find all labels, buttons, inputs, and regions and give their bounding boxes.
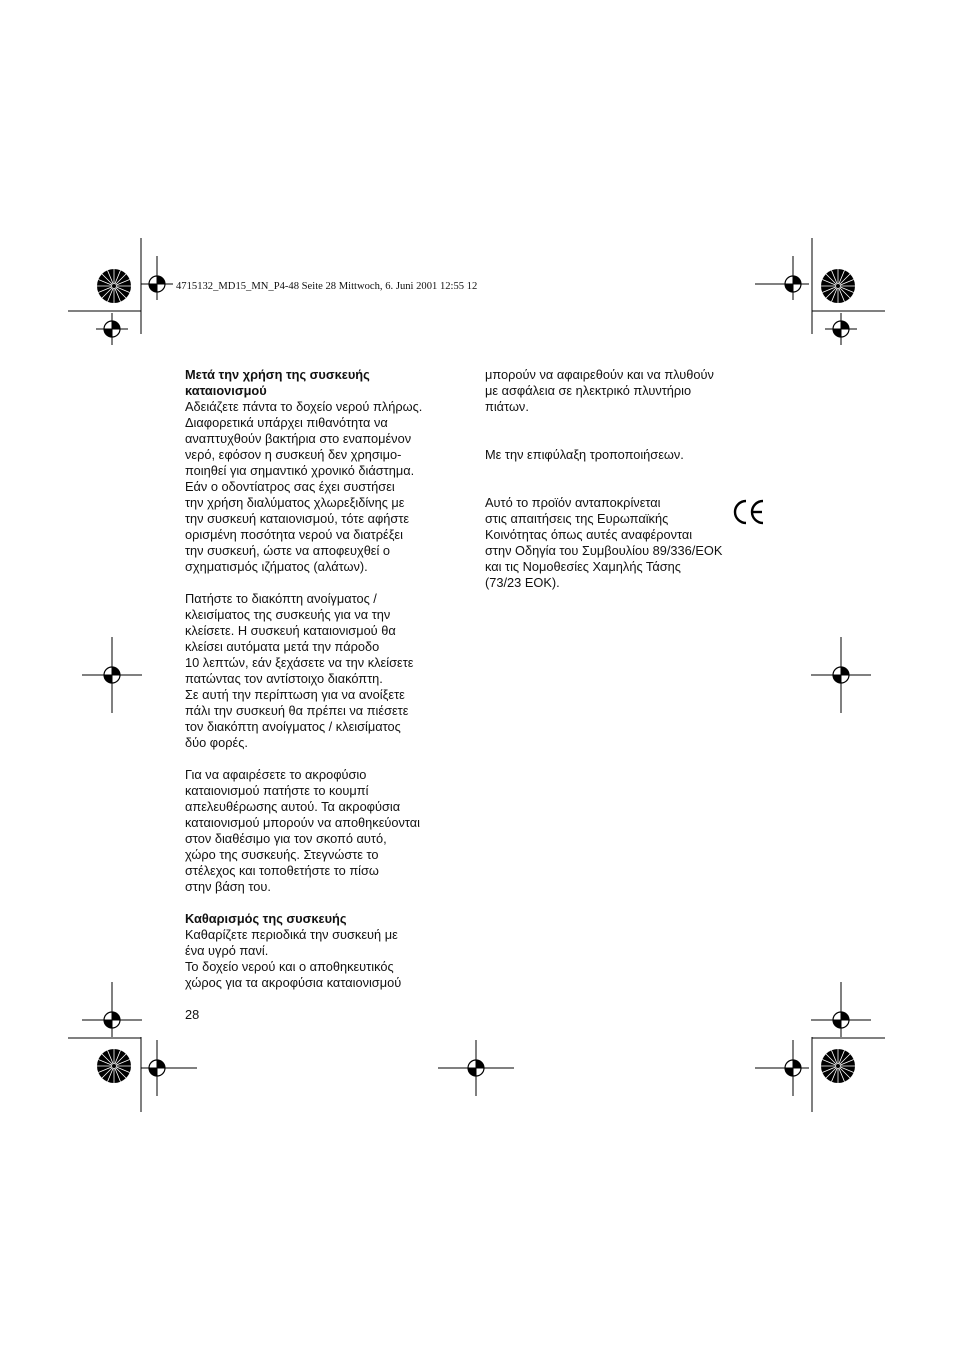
reservation-note: Με την επιφύλαξη τροποποιήσεων. xyxy=(485,447,684,462)
text-line: χώρο της συσκευής. Στεγνώστε το xyxy=(185,847,379,862)
text-line: πατώντας τον αντίστοιχο διακόπτη. xyxy=(185,671,383,686)
text-line: απελευθέρωσης αυτού. Τα ακροφύσια xyxy=(185,799,401,814)
text-line: κλείσετε. Η συσκευή καταιονισμού θα xyxy=(185,623,396,638)
paragraph-dishwasher xyxy=(485,367,775,415)
text-line: δύο φορές. xyxy=(185,735,248,750)
paragraph-remove-nozzle xyxy=(185,767,475,895)
text-line: Για να αφαιρέσετε το ακροφύσιο xyxy=(185,767,367,782)
print-job-header: 4715132_MD15_MN_P4-48 Seite 28 Mittwoch, 6. Juni 2001 12:55 12 xyxy=(176,281,478,292)
text-line: Καθαρίζετε περιοδικά την συσκευή με xyxy=(185,927,398,942)
section-cleaning xyxy=(185,911,475,991)
text-line: αναπτυχθούν βακτήρια στο εναπομένον xyxy=(185,431,412,446)
text-line: ένα υγρό πανί. xyxy=(185,943,269,958)
text-line: και τις Νομοθεσίες Χαμηλής Τάσης xyxy=(485,559,681,574)
text-line: καταιονισμού μπορούν να αποθηκεύονται xyxy=(185,815,421,830)
right-column xyxy=(485,367,775,591)
text-line: Αδειάζετε πάντα το δοχείο νερού πλήρως. xyxy=(185,399,423,414)
text-line: ορισμένη ποσότητα νερού να διατρέξει xyxy=(185,527,403,542)
paragraph-switch-off xyxy=(185,591,475,751)
registration-target-icon xyxy=(96,313,128,345)
section-after-use xyxy=(185,367,475,895)
text-line: Κοινότητας όπως αυτές αναφέρονται xyxy=(485,527,693,542)
text-line: Αυτό το προϊόν ανταποκρίνεται xyxy=(485,495,661,510)
text-line: στον διαθέσιμο για τον σκοπό αυτό, xyxy=(185,831,387,846)
text-line: καταιονισμού πατήστε το κουμπί xyxy=(185,783,369,798)
text-line: 10 λεπτών, εάν ξεχάσετε να την κλείσετε xyxy=(185,655,414,670)
text-line: την συσκευή καταιονισμού, τότε αφήστε xyxy=(185,511,410,526)
text-line: κλείσει αυτόματα μετά την πάροδο xyxy=(185,639,380,654)
text-line: χώρος για τα ακροφύσια καταιονισμού xyxy=(185,975,402,990)
text-line: με ασφάλεια σε ηλεκτρικό πλυντήριο xyxy=(485,383,692,398)
section-heading: Μετά την χρήση της συσκευής xyxy=(185,367,370,382)
text-line: σχηματισμός ιζήματος (αλάτων). xyxy=(185,559,368,574)
text-line: Εάν ο οδοντίατρος σας έχει συστήσει xyxy=(185,479,395,494)
text-line: στέλεχος και τοποθετήστε το πίσω xyxy=(185,863,379,878)
text-line: την συσκευή, ώστε να αποφευχθεί ο xyxy=(185,543,391,558)
text-line: Διαφορετικά υπάρχει πιθανότητα να xyxy=(185,415,388,430)
ce-conformity-icon xyxy=(732,497,766,527)
paragraph-empty-tank xyxy=(185,399,475,575)
starburst-calibration-icon xyxy=(821,269,855,303)
text-line: μπορούν να αφαιρεθούν και να πλυθούν xyxy=(485,367,714,382)
starburst-calibration-icon xyxy=(97,1049,131,1083)
section-heading: Καθαρισμός της συσκευής xyxy=(185,911,347,926)
text-line: πιάτων. xyxy=(485,399,529,414)
text-line: τον διακόπτη ανοίγματος / κλεισίματος xyxy=(185,719,401,734)
left-column xyxy=(185,367,475,991)
text-line: την χρήση διαλύματος χλωρεξιδίνης με xyxy=(185,495,405,510)
starburst-calibration-icon xyxy=(97,269,131,303)
text-line: ποιηθεί για σημαντικό χρονικό διάστημα. xyxy=(185,463,415,478)
registration-target-icon xyxy=(825,313,857,345)
text-line: Σε αυτή την περίπτωση για να ανοίξετε xyxy=(185,687,405,702)
text-line: στις απαιτήσεις της Ευρωπαϊκής xyxy=(485,511,669,526)
section-heading: καταιονισμού xyxy=(185,383,267,398)
page-number: 28 xyxy=(185,1007,200,1022)
text-line: (73/23 ΕΟΚ). xyxy=(485,575,560,590)
text-line: νερό, εφόσον η συσκευή δεν χρησιμο- xyxy=(185,447,402,462)
text-line: πάλι την συσκευή θα πρέπει να πιέσετε xyxy=(185,703,409,718)
text-line: κλεισίματος της συσκευής για να την xyxy=(185,607,391,622)
text-line: Πατήστε το διακόπτη ανοίγματος / xyxy=(185,591,377,606)
starburst-calibration-icon xyxy=(821,1049,855,1083)
text-line: Το δοχείο νερού και ο αποθηκευτικός xyxy=(185,959,394,974)
text-line: στην βάση του. xyxy=(185,879,271,894)
text-line: στην Οδηγία του Συμβουλίου 89/336/ΕΟΚ xyxy=(485,543,723,558)
